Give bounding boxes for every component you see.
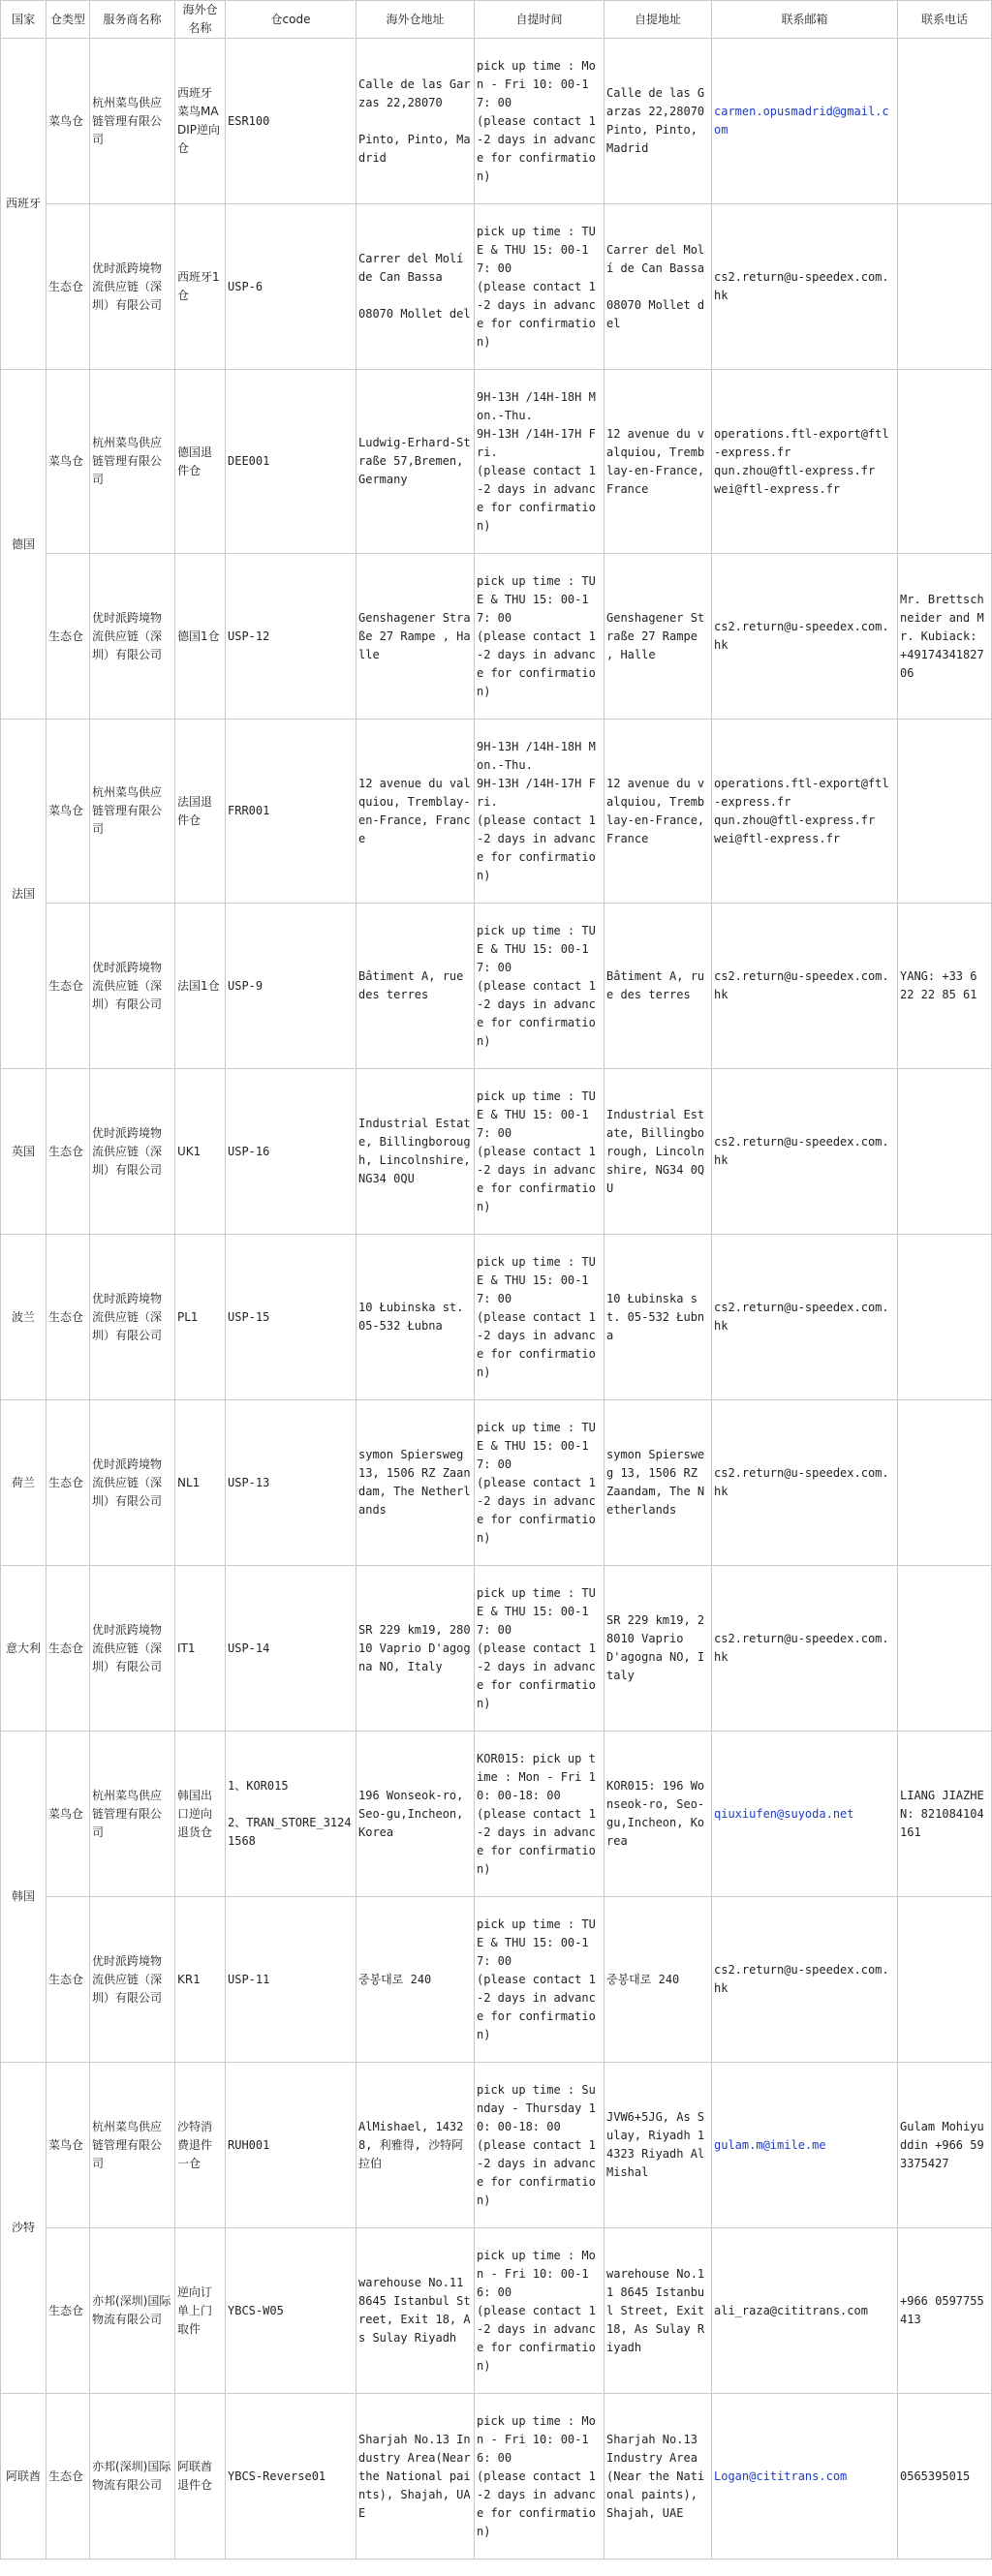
provider-name-cell: 优时派跨境物流供应链（深圳）有限公司 xyxy=(90,204,175,370)
provider-name-cell: 杭州菜鸟供应链管理有限公司 xyxy=(90,720,175,904)
warehouse-name-cell: UK1 xyxy=(175,1069,226,1235)
header-code: 仓code xyxy=(226,1,356,39)
warehouse-address-cell: Industrial Estate, Billingborough, Lincolnshire, NG34 0QU xyxy=(356,1069,475,1235)
contact-email-cell: cs2.return@u-speedex.com.hk xyxy=(712,554,898,720)
provider-name-cell: 优时派跨境物流供应链（深圳）有限公司 xyxy=(90,554,175,720)
contact-email-cell: operations.ftl-export@ftl-express.fr qun.zhou@ftl-express.fr wei@ftl-express.fr xyxy=(712,720,898,904)
pickup-time-cell: pick up time : TUE & THU 15: 00-17: 00 (please contact 1-2 days in advance for confirmation) xyxy=(475,554,604,720)
warehouse-address-cell: SR 229 km19, 28010 Vaprio D'agogna NO, Italy xyxy=(356,1566,475,1732)
contact-phone-cell: 0565395015 xyxy=(898,2394,992,2560)
warehouse-address-cell: Carrer del Molí de Can Bassa 08070 Mollet del xyxy=(356,204,475,370)
warehouse-type-cell: 生态仓 xyxy=(46,1566,90,1732)
provider-name-cell: 亦邦(深圳)国际物流有限公司 xyxy=(90,2228,175,2394)
warehouse-name-cell: 德国退件仓 xyxy=(175,370,226,554)
header-warehouse: 海外仓名称 xyxy=(175,1,226,39)
contact-email-cell xyxy=(712,2394,898,2560)
provider-name-cell: 杭州菜鸟供应链管理有限公司 xyxy=(90,39,175,204)
warehouse-name-cell: KR1 xyxy=(175,1897,226,2063)
header-pickup-address: 自提地址 xyxy=(604,1,712,39)
header-row xyxy=(1,1,992,39)
pickup-address-cell: 중봉대로 240 xyxy=(604,1897,712,2063)
provider-name-cell: 杭州菜鸟供应链管理有限公司 xyxy=(90,370,175,554)
country-cell: 阿联酋 xyxy=(1,2394,46,2560)
table-row xyxy=(1,2228,992,2394)
warehouse-code-cell: USP-6 xyxy=(226,204,356,370)
warehouse-name-cell: 沙特消费退件一仓 xyxy=(175,2063,226,2228)
pickup-time-cell: KOR015: pick up time : Mon - Fri 10: 00-18: 00 (please contact 1-2 days in advance for confirmation) xyxy=(475,1732,604,1897)
table-row xyxy=(1,1400,992,1566)
provider-name-cell: 优时派跨境物流供应链（深圳）有限公司 xyxy=(90,1400,175,1566)
header-provider: 服务商名称 xyxy=(90,1,175,39)
warehouse-code-cell: USP-16 xyxy=(226,1069,356,1235)
pickup-time-cell: pick up time : TUE & THU 15: 00-17: 00 (please contact 1-2 days in advance for confirmation) xyxy=(475,1897,604,2063)
pickup-address-cell: Bâtiment A, rue des terres xyxy=(604,904,712,1069)
warehouse-name-cell: PL1 xyxy=(175,1235,226,1400)
header-email: 联系邮箱 xyxy=(712,1,898,39)
table-row xyxy=(1,904,992,1069)
country-cell: 韩国 xyxy=(1,1732,46,2063)
country-cell: 意大利 xyxy=(1,1566,46,1732)
pickup-time-cell: 9H-13H /14H-18H Mon.-Thu. 9H-13H /14H-17H Fri. (please contact 1-2 days in advance for confirmation) xyxy=(475,370,604,554)
pickup-address-cell: 12 avenue du valquiou, Tremblay-en-France, France xyxy=(604,370,712,554)
warehouse-address-cell: 중봉대로 240 xyxy=(356,1897,475,2063)
warehouse-code-cell: USP-14 xyxy=(226,1566,356,1732)
warehouse-code-cell: USP-12 xyxy=(226,554,356,720)
pickup-time-cell: pick up time : TUE & THU 15: 00-17: 00 (please contact 1-2 days in advance for confirmation) xyxy=(475,1566,604,1732)
provider-name-cell: 优时派跨境物流供应链（深圳）有限公司 xyxy=(90,1897,175,2063)
pickup-time-cell: pick up time : Sunday - Thursday 10: 00-18: 00 (please contact 1-2 days in advance for confirmation) xyxy=(475,2063,604,2228)
warehouse-type-cell: 生态仓 xyxy=(46,554,90,720)
warehouse-code-cell: USP-11 xyxy=(226,1897,356,2063)
warehouse-type-cell: 生态仓 xyxy=(46,1897,90,2063)
pickup-address-cell: Industrial Estate, Billingborough, Lincolnshire, NG34 0QU xyxy=(604,1069,712,1235)
contact-phone-cell: YANG: +33 6 22 22 85 61 xyxy=(898,904,992,1069)
header-pickup-time: 自提时间 xyxy=(475,1,604,39)
warehouse-code-cell: FRR001 xyxy=(226,720,356,904)
contact-phone-cell xyxy=(898,39,992,204)
warehouse-type-cell: 生态仓 xyxy=(46,1400,90,1566)
contact-phone-cell: Gulam Mohiyuddin +966 593375427 xyxy=(898,2063,992,2228)
warehouse-type-cell: 生态仓 xyxy=(46,2394,90,2560)
table-row xyxy=(1,720,992,904)
warehouse-type-cell: 菜鸟仓 xyxy=(46,1732,90,1897)
warehouse-code-cell: DEE001 xyxy=(226,370,356,554)
pickup-time-cell: pick up time : Mon - Fri 10: 00-17: 00 (please contact 1-2 days in advance for confirmation) xyxy=(475,39,604,204)
pickup-time-cell: pick up time : Mon - Fri 10: 00-16: 00 (please contact 1-2 days in advance for confirmation) xyxy=(475,2228,604,2394)
country-cell: 法国 xyxy=(1,720,46,1069)
warehouse-address-cell: 12 avenue du valquiou, Tremblay-en-France, France xyxy=(356,720,475,904)
warehouse-code-cell: YBCS-Reverse01 xyxy=(226,2394,356,2560)
pickup-time-cell: pick up time : TUE & THU 15: 00-17: 00 (please contact 1-2 days in advance for confirmation) xyxy=(475,904,604,1069)
warehouse-code-cell: 1、KOR015 2、TRAN_STORE_31241568 xyxy=(226,1732,356,1897)
contact-phone-cell xyxy=(898,1566,992,1732)
table-row xyxy=(1,1732,992,1897)
provider-name-cell: 优时派跨境物流供应链（深圳）有限公司 xyxy=(90,1566,175,1732)
email-link[interactable]: carmen.opusmadrid@gmail.com xyxy=(714,105,889,137)
contact-phone-cell: +966 0597755413 xyxy=(898,2228,992,2394)
provider-name-cell: 杭州菜鸟供应链管理有限公司 xyxy=(90,2063,175,2228)
warehouse-address-cell: 196 Wonseok-ro, Seo-gu,Incheon, Korea xyxy=(356,1732,475,1897)
warehouse-name-cell: 西班牙菜鸟MADIP逆向仓 xyxy=(175,39,226,204)
warehouse-type-cell: 生态仓 xyxy=(46,1235,90,1400)
country-cell: 波兰 xyxy=(1,1235,46,1400)
warehouse-address-cell: Bâtiment A, rue des terres xyxy=(356,904,475,1069)
pickup-address-cell: Genshagener Straße 27 Rampe , Halle xyxy=(604,554,712,720)
pickup-address-cell: KOR015: 196 Wonseok-ro, Seo-gu,Incheon, Korea xyxy=(604,1732,712,1897)
warehouse-address-cell: Sharjah No.13 Industry Area(Near the National paints), Shajah, UAE xyxy=(356,2394,475,2560)
contact-email-cell xyxy=(712,39,898,204)
provider-name-cell: 优时派跨境物流供应链（深圳）有限公司 xyxy=(90,1235,175,1400)
table-row xyxy=(1,1897,992,2063)
header-type: 仓类型 xyxy=(46,1,90,39)
email-link[interactable]: Logan@cititrans.com xyxy=(714,2469,848,2483)
contact-phone-cell xyxy=(898,720,992,904)
contact-phone-cell xyxy=(898,370,992,554)
warehouse-type-cell: 生态仓 xyxy=(46,1069,90,1235)
warehouse-code-cell: RUH001 xyxy=(226,2063,356,2228)
pickup-time-cell: pick up time : Mon - Fri 10: 00-16: 00 (please contact 1-2 days in advance for confirmation) xyxy=(475,2394,604,2560)
warehouse-address-cell: Ludwig-Erhard-Straße 57,Bremen, Germany xyxy=(356,370,475,554)
provider-name-cell: 优时派跨境物流供应链（深圳）有限公司 xyxy=(90,904,175,1069)
pickup-time-cell: pick up time : TUE & THU 15: 00-17: 00 (please contact 1-2 days in advance for confirmation) xyxy=(475,1235,604,1400)
table-row xyxy=(1,39,992,204)
contact-email-cell: cs2.return@u-speedex.com.hk xyxy=(712,1235,898,1400)
table-row xyxy=(1,204,992,370)
warehouse-name-cell: 法国1仓 xyxy=(175,904,226,1069)
warehouse-address-cell: AlMishael, 14328, 利雅得, 沙特阿拉伯 xyxy=(356,2063,475,2228)
warehouse-address-cell: warehouse No.11 8645 Istanbul Street, Exit 18, As Sulay Riyadh xyxy=(356,2228,475,2394)
header-phone: 联系电话 xyxy=(898,1,992,39)
warehouse-type-cell: 生态仓 xyxy=(46,904,90,1069)
country-cell: 英国 xyxy=(1,1069,46,1235)
warehouse-name-cell: NL1 xyxy=(175,1400,226,1566)
table-row xyxy=(1,1235,992,1400)
warehouse-name-cell: 西班牙1仓 xyxy=(175,204,226,370)
table-row xyxy=(1,370,992,554)
contact-phone-cell xyxy=(898,1897,992,2063)
pickup-address-cell: Sharjah No.13 Industry Area(Near the National paints), Shajah, UAE xyxy=(604,2394,712,2560)
warehouse-address-cell: Genshagener Straße 27 Rampe , Halle xyxy=(356,554,475,720)
warehouse-type-cell: 菜鸟仓 xyxy=(46,39,90,204)
table-row xyxy=(1,2063,992,2228)
pickup-address-cell: symon Spiersweg 13, 1506 RZ Zaandam, The Netherlands xyxy=(604,1400,712,1566)
contact-phone-cell: LIANG JIAZHEN: 821084104161 xyxy=(898,1732,992,1897)
header-country: 国家 xyxy=(1,1,46,39)
pickup-address-cell: Carrer del Molí de Can Bassa 08070 Mollet del xyxy=(604,204,712,370)
contact-email-cell: cs2.return@u-speedex.com.hk xyxy=(712,1897,898,2063)
provider-name-cell: 亦邦(深圳)国际物流有限公司 xyxy=(90,2394,175,2560)
provider-name-cell: 杭州菜鸟供应链管理有限公司 xyxy=(90,1732,175,1897)
contact-email-cell xyxy=(712,1732,898,1897)
pickup-address-cell: SR 229 km19, 28010 Vaprio D'agogna NO, Italy xyxy=(604,1566,712,1732)
contact-email-cell xyxy=(712,2063,898,2228)
country-cell: 荷兰 xyxy=(1,1400,46,1566)
header-address: 海外仓地址 xyxy=(356,1,475,39)
country-cell: 德国 xyxy=(1,370,46,720)
pickup-time-cell: pick up time : TUE & THU 15: 00-17: 00 (please contact 1-2 days in advance for confirmation) xyxy=(475,204,604,370)
email-link[interactable]: gulam.m@imile.me xyxy=(714,2137,826,2152)
warehouse-name-cell: 法国退件仓 xyxy=(175,720,226,904)
warehouse-address-cell: symon Spiersweg 13, 1506 RZ Zaandam, The Netherlands xyxy=(356,1400,475,1566)
contact-email-cell: ali_raza@cititrans.com xyxy=(712,2228,898,2394)
pickup-time-cell: pick up time : TUE & THU 15: 00-17: 00 (please contact 1-2 days in advance for confirmation) xyxy=(475,1400,604,1566)
country-cell: 沙特 xyxy=(1,2063,46,2394)
table-row xyxy=(1,554,992,720)
provider-name-cell: 优时派跨境物流供应链（深圳）有限公司 xyxy=(90,1069,175,1235)
warehouse-name-cell: 阿联酋退件仓 xyxy=(175,2394,226,2560)
warehouse-name-cell: IT1 xyxy=(175,1566,226,1732)
pickup-address-cell: 10 Łubinska st. 05-532 Łubna xyxy=(604,1235,712,1400)
pickup-address-cell: 12 avenue du valquiou, Tremblay-en-France, France xyxy=(604,720,712,904)
warehouse-type-cell: 菜鸟仓 xyxy=(46,720,90,904)
contact-phone-cell xyxy=(898,1400,992,1566)
warehouse-code-cell: USP-13 xyxy=(226,1400,356,1566)
warehouse-address-cell: 10 Łubinska st. 05-532 Łubna xyxy=(356,1235,475,1400)
warehouse-type-cell: 生态仓 xyxy=(46,2228,90,2394)
pickup-time-cell: 9H-13H /14H-18H Mon.-Thu. 9H-13H /14H-17H Fri. (please contact 1-2 days in advance for confirmation) xyxy=(475,720,604,904)
warehouse-name-cell: 韩国出口逆向退货仓 xyxy=(175,1732,226,1897)
warehouse-address-cell: Calle de las Garzas 22,28070 Pinto, Pinto, Madrid xyxy=(356,39,475,204)
warehouse-type-cell: 生态仓 xyxy=(46,204,90,370)
warehouse-code-cell: USP-9 xyxy=(226,904,356,1069)
contact-phone-cell xyxy=(898,1235,992,1400)
contact-email-cell: cs2.return@u-speedex.com.hk xyxy=(712,204,898,370)
warehouse-code-cell: USP-15 xyxy=(226,1235,356,1400)
contact-email-cell: cs2.return@u-speedex.com.hk xyxy=(712,1400,898,1566)
email-link[interactable]: qiuxiufen@suyoda.net xyxy=(714,1806,854,1821)
warehouse-name-cell: 德国1仓 xyxy=(175,554,226,720)
contact-phone-cell: Mr. Brettschneider and Mr. Kubiack: +4917434182706 xyxy=(898,554,992,720)
table-row xyxy=(1,1069,992,1235)
pickup-address-cell: Calle de las Garzas 22,28070 Pinto, Pinto, Madrid xyxy=(604,39,712,204)
table-row xyxy=(1,2394,992,2560)
pickup-address-cell: JVW6+5JG, As Sulay, Riyadh 14323 Riyadh Al Mishal xyxy=(604,2063,712,2228)
warehouse-code-cell: YBCS-W05 xyxy=(226,2228,356,2394)
contact-phone-cell xyxy=(898,1069,992,1235)
pickup-time-cell: pick up time : TUE & THU 15: 00-17: 00 (please contact 1-2 days in advance for confirmation) xyxy=(475,1069,604,1235)
contact-email-cell: cs2.return@u-speedex.com.hk xyxy=(712,1069,898,1235)
pickup-address-cell: warehouse No.11 8645 Istanbul Street, Exit 18, As Sulay Riyadh xyxy=(604,2228,712,2394)
contact-email-cell: cs2.return@u-speedex.com.hk xyxy=(712,904,898,1069)
table-row xyxy=(1,1566,992,1732)
contact-email-cell: operations.ftl-export@ftl-express.fr qun.zhou@ftl-express.fr wei@ftl-express.fr xyxy=(712,370,898,554)
contact-phone-cell xyxy=(898,204,992,370)
table-body xyxy=(1,39,992,2560)
contact-email-cell: cs2.return@u-speedex.com.hk xyxy=(712,1566,898,1732)
warehouse-code-cell: ESR100 xyxy=(226,39,356,204)
country-cell: 西班牙 xyxy=(1,39,46,370)
warehouse-name-cell: 逆向订单上门取件 xyxy=(175,2228,226,2394)
warehouse-type-cell: 菜鸟仓 xyxy=(46,2063,90,2228)
warehouse-type-cell: 菜鸟仓 xyxy=(46,370,90,554)
